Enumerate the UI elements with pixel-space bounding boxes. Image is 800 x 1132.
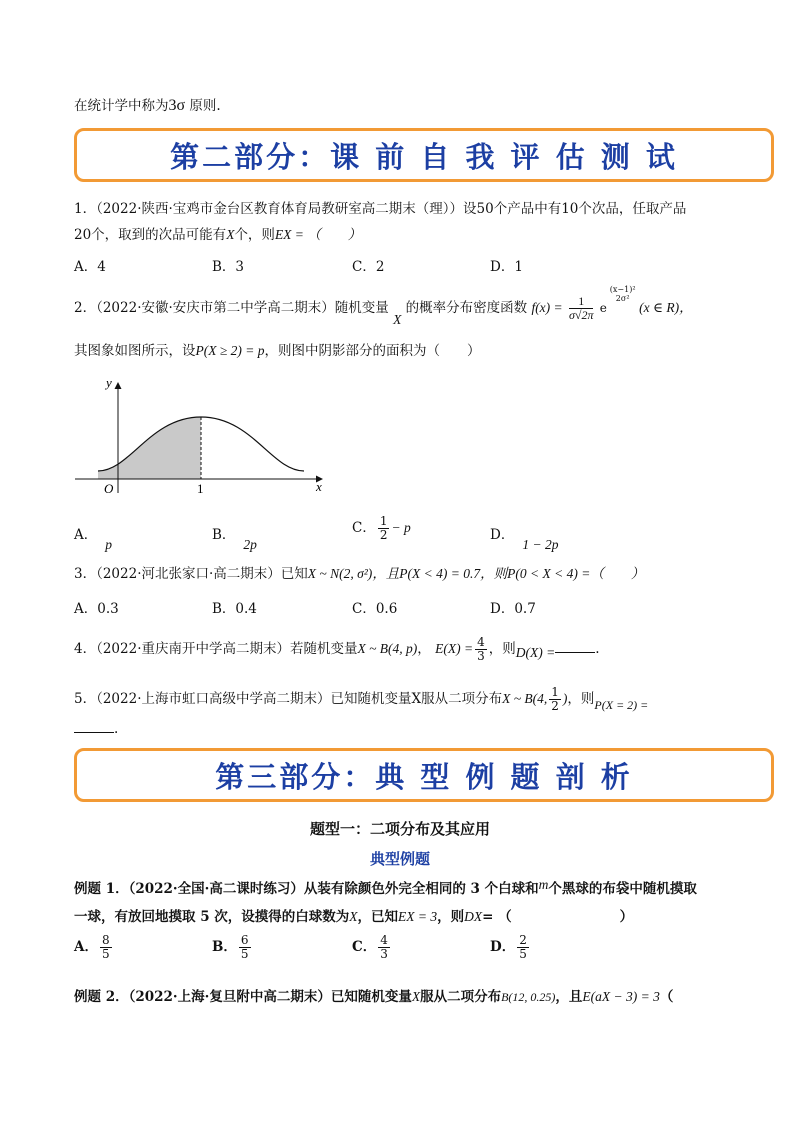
q4-variance: D(X) = [515, 645, 556, 660]
q2-fx: f(x) = [531, 300, 563, 315]
q4-number: 4． [74, 641, 97, 657]
q2-line2 [74, 342, 481, 360]
q3-dist: X ~ N(2, σ²) [307, 566, 373, 581]
ex1-text2a: 一球，有放回地摸取 5 次，设摸得的白球数为 [74, 909, 350, 925]
q3-choice-a[interactable]: A．0.3 [74, 601, 119, 617]
ex1-x: X [349, 909, 358, 924]
q4-answer-blank[interactable] [555, 640, 595, 653]
q5-frac [549, 686, 561, 713]
ex1-line2 [74, 908, 633, 926]
q1-text: （2022·陕西·宝鸡市金台区教育体育局教研室高二期末（理））设50个产品中有10个次品，任取产品 [96, 201, 687, 217]
ex1-m: m [538, 877, 549, 892]
x-axis-label: x [316, 479, 322, 494]
q1-line1 [74, 200, 686, 218]
ex2-line1 [74, 988, 673, 1006]
ex1-choice-b-den: 5 [240, 947, 249, 961]
q2-frac-den: σ√2π [568, 308, 594, 322]
ex1-choice-a-num: 8 [101, 933, 110, 947]
q1-var: X [226, 227, 235, 242]
q2-exp-den: 2σ² [615, 294, 630, 303]
q2-text2c: ，则图中阴影部分的面积为（ ） [264, 343, 481, 359]
q2-choice-c-num: 1 [379, 514, 388, 528]
ex1-choice-b-frac [239, 934, 251, 961]
ex1-line1 [74, 877, 697, 898]
intro-line [74, 97, 221, 115]
ex1-choice-a[interactable] [74, 934, 114, 961]
q2-prob: P(X ≥ 2) = p [195, 343, 265, 358]
q2-text2a: 其图象如图所示，设 [74, 343, 196, 359]
section3-title: 第三部分：典 型 例 题 剖 析 [215, 759, 633, 794]
q2-choice-c-den: 2 [379, 528, 388, 542]
q5-frac-num: 1 [551, 685, 559, 699]
topic-subtitle: 典型例题 [369, 850, 430, 868]
q2-choice-d-label: D． [490, 527, 515, 543]
section3-banner [74, 748, 774, 802]
q2-choice-c-label: C． [352, 520, 376, 536]
q2-choice-a[interactable] [74, 523, 112, 552]
ex2-text1b: 服从二项分布 [420, 989, 502, 1005]
q2-choice-b-value: 2p [243, 537, 257, 552]
ex2-text: （2022·上海·复旦附中高二期末）已知随机变量 [128, 989, 412, 1005]
q4-expectation: E(X) = [435, 641, 474, 656]
ex1-choice-d-label: D． [490, 939, 516, 955]
ex1-text: （2022·全国·高二课时练习）从装有除颜色外完全相同的 3 个白球和 [128, 881, 539, 897]
q2-exp-num: (x−1)² [609, 285, 636, 294]
q2-e: e [599, 301, 607, 315]
q1-line2 [74, 226, 361, 244]
q2-var: X [393, 312, 402, 327]
q2-choice-a-label: A． [74, 527, 98, 543]
ex2-label: 例题 2． [74, 989, 129, 1005]
q1-choice-c[interactable]: C．2 [352, 259, 385, 275]
q2-density-frac [569, 295, 594, 322]
q4-then: ，则 [488, 641, 516, 657]
q4-sep: ， [417, 641, 431, 657]
q1-choice-a[interactable]: A．4 [74, 259, 106, 275]
ex1-choice-d-frac [517, 934, 529, 961]
q5-line2 [74, 720, 118, 738]
ex1-choice-c-num: 4 [380, 933, 388, 947]
ex2-expectation: E(aX − 3) = 3 [582, 989, 660, 1004]
q3-line1 [74, 565, 644, 583]
intro-tail: 原则. [185, 98, 221, 114]
q3-text: （2022·河北张家口·高二期末）已知 [96, 566, 308, 582]
ex2-end: （ [659, 989, 674, 1005]
q2-choice-b[interactable] [212, 523, 257, 552]
q4-frac-num: 4 [477, 635, 485, 649]
y-axis-label: y [106, 375, 112, 390]
ex1-choice-c-label: C． [352, 939, 377, 955]
q4-frac-den: 3 [477, 649, 485, 663]
q1-number: 1． [74, 201, 97, 217]
q5-line1 [74, 685, 648, 713]
q2-choice-c-frac [378, 515, 390, 542]
q4-text: （2022·重庆南开中学高二期末）若随机变量 [96, 641, 358, 657]
q5-end: . [114, 721, 119, 737]
ex1-choice-c-frac [378, 934, 390, 961]
q2-choice-c[interactable] [352, 515, 411, 542]
ex1-choice-b-num: 6 [240, 933, 249, 947]
q2-text: （2022·安徽·安庆市第二中学高二期末）随机变量 [96, 300, 389, 316]
origin-label: O [104, 481, 114, 496]
q1-text2b: 个，则 [234, 227, 275, 243]
ex1-choice-b[interactable] [212, 934, 253, 961]
q5-frac-den: 2 [551, 699, 559, 713]
tick-1-label: 1 [197, 481, 204, 496]
ex1-choice-d-num: 2 [519, 933, 527, 947]
q2-choice-d-value: 1 − 2p [522, 537, 559, 552]
ex1-choice-c[interactable] [352, 934, 392, 961]
q1-choice-b[interactable]: B．3 [212, 259, 245, 275]
ex2-x: X [411, 989, 421, 1004]
q4-frac [475, 636, 487, 663]
q5-dist: X ~ B(4, [502, 691, 548, 706]
ex1-expectation: EX = 3 [398, 909, 438, 924]
q3-condition: ，且P(X < 4) = 0.7，则P(0 < X < 4) =（ ） [372, 566, 645, 581]
ex1-text2b: ，已知 [357, 909, 399, 925]
shaded-area [98, 417, 201, 479]
q3-choice-b[interactable]: B．0.4 [212, 601, 257, 617]
ex1-choice-b-label: B． [212, 939, 237, 955]
ex1-choice-c-den: 3 [380, 947, 388, 961]
q2-exponential [599, 285, 636, 315]
intro-text: 在统计学中称为 [74, 98, 169, 114]
ex1-choice-a-frac [100, 934, 112, 961]
ex1-choice-a-label: A． [74, 939, 98, 955]
q1-question: EX = （ ） [274, 227, 362, 242]
q3-choice-d[interactable]: D．0.7 [490, 601, 536, 617]
q2-mid: 的概率分布密度函数 [405, 300, 528, 316]
section2-banner [74, 128, 774, 182]
q4-dist: X ~ B(4, p) [357, 641, 418, 656]
q4-line1 [74, 636, 599, 663]
ex1-choice-d-den: 5 [519, 947, 527, 961]
ex1-variance: DX [464, 909, 483, 924]
q3-choice-c[interactable]: C．0.6 [352, 601, 398, 617]
ex2-text1c: ，且 [555, 989, 583, 1005]
q1-choice-d[interactable]: D．1 [490, 259, 523, 275]
q5-number: 5． [74, 691, 97, 707]
q5-text: （2022·上海市虹口高级中学高二期末）已知随机变量X服从二项分布 [96, 691, 503, 707]
section2-title: 第二部分：课 前 自 我 评 估 测 试 [170, 139, 678, 174]
q3-number: 3． [74, 566, 97, 582]
ex2-dist: B(12, 0.25) [501, 990, 556, 1004]
q5-then: ，则 [567, 691, 595, 707]
ex1-text2c: ，则 [437, 909, 465, 925]
q2-choice-a-value: p [105, 537, 112, 552]
q4-end: . [595, 641, 600, 657]
q2-choice-b-label: B． [212, 527, 236, 543]
q5-answer-blank[interactable] [74, 720, 114, 733]
ex1-choice-d[interactable] [490, 934, 531, 961]
normal-curve-graph [70, 375, 340, 500]
q5-prob: P(X = 2) = [594, 698, 649, 712]
ex1-choice-a-den: 5 [101, 947, 110, 961]
ex1-text1b: 个黑球的布袋中随机摸取 [548, 881, 697, 897]
q5-close: ) [562, 691, 568, 706]
q2-domain: (x ∈ R)， [639, 300, 693, 315]
ex1-label: 例题 1． [74, 881, 129, 897]
three-sigma: 3σ [168, 97, 186, 114]
q2-choice-c-value: − p [391, 520, 411, 535]
q2-frac-num: 1 [569, 295, 594, 309]
q2-number: 2． [74, 300, 97, 316]
ex1-text2d: = （ ） [482, 909, 634, 925]
topic-title: 题型一：二项分布及其应用 [309, 820, 490, 838]
q2-exponent [610, 285, 636, 303]
q2-line1 [74, 285, 693, 327]
q2-choice-d[interactable] [490, 523, 559, 552]
q1-text2a: 20个，取到的次品可能有 [74, 227, 227, 243]
